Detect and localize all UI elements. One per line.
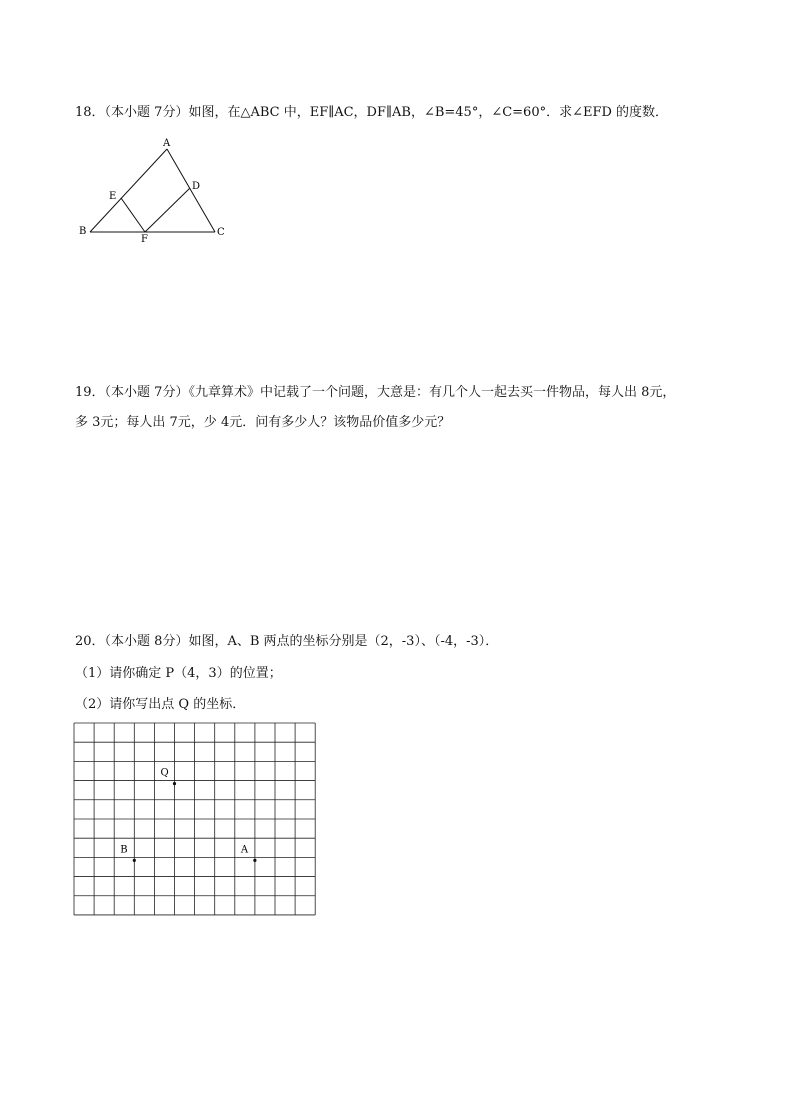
question-18-text: 18．（本小题 7分）如图，在△ABC 中，EF∥AC，DF∥AB，∠B=45°，∠C=60°．求∠EFD 的度数． [75,105,669,120]
vertex-label-a: A [163,138,171,149]
question-19-line-1: 19．（本小题 7分）《九章算术》中记载了一个问题，大意是：有几个人一起去买一件物品，每人出 8元， [75,385,676,400]
question-19-line-2: 多 3元；每人出 7元，少 4元．问有多少人？该物品价值多少元？ [75,415,451,430]
grid-points [120,768,256,862]
vertex-label-d: D [192,181,201,192]
vertex-label-c: C [217,227,225,238]
question-20-part-2: （2）请你写出点 Q 的坐标． [75,697,246,712]
vertex-label-b: B [79,226,87,237]
point-a-label: A [240,844,249,856]
point-q-dot [173,782,176,785]
question-20-intro: 20．（本小题 8分）如图，A、B 两点的坐标分别是（2，-3）、（-4，-3）． [75,634,499,649]
vertex-label-f: F [141,234,148,245]
triangle-abc-figure [72,135,252,245]
point-q-label: Q [160,767,169,779]
question-20-part-1: （1）请你确定 P（4，3）的位置； [75,666,282,681]
point-b-dot [133,859,136,862]
grid-lines [74,723,315,915]
coordinate-grid [70,718,320,918]
point-b-label: B [120,844,128,856]
point-a-dot [253,859,256,862]
vertex-label-e: E [109,191,117,202]
